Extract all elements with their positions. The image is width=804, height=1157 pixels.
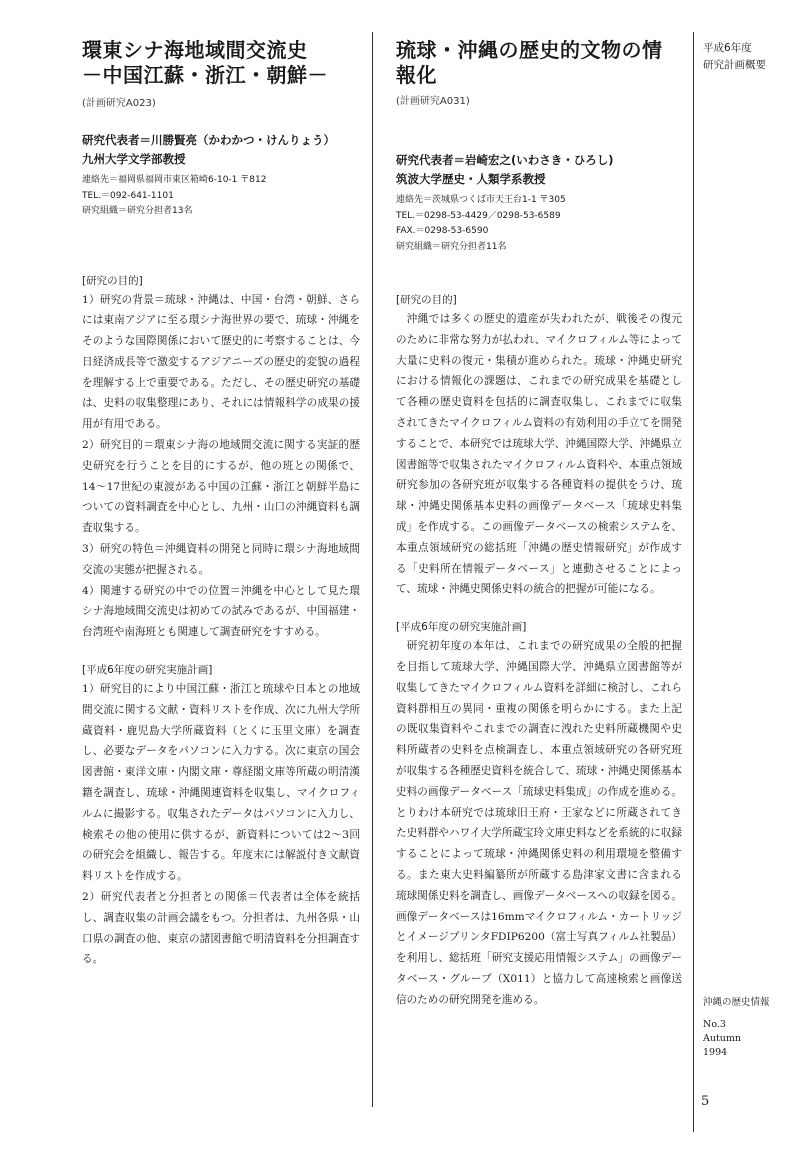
left-purpose-heading: [研究の目的] (82, 274, 143, 287)
side-label-line1: 平成6年度 (703, 42, 752, 54)
left-purpose-3: 3）研究の特色＝沖縄資料の開発と同時に環シナ海地域間交流の実態が把握される。 (82, 543, 360, 576)
left-contact: 連絡先＝福岡県福岡市東区箱崎6-10-1 〒812 (82, 175, 267, 185)
page-number-rule (693, 1092, 694, 1132)
left-title-line1: 環東シナ海地域間交流史 (82, 38, 308, 62)
left-purpose-4: 4）関連する研究の中での位置＝沖縄を中心として見た環シナ海地域間交流史は初めての試みであるが、中国福建・台湾班や南海班とも関連して調査研究をすすめる。 (82, 584, 360, 639)
right-affiliation: 筑波大学歴史・人類学系教授 (396, 172, 546, 186)
right-contact: 連絡先＝茨城県つくば市天王台1-1 〒305 (396, 195, 566, 205)
right-plan: 研究初年度の本年は、これまでの研究成果の全般的把握を目指して琉球大学、沖縄国際大学、沖縄県立図書館等が収集してきたマイクロフィルム資料を詳細に検討し、これら資料群相互の異同・重複の関係を明らかにする。また上記の既収集資料やこれまでの調査に洩れた史料所蔵機関や史料所蔵者の史料を点検調査し、本重点領域研究の各研究班が収集する各種歴史資料を統合して、琉球・沖縄史関係基本史料の画像データベース「琉球史料集成」の作成を進める。とりわけ本研究では琉球旧王府・王家などに所蔵されてきた史料群やハワイ大学所蔵宝玲文庫史料などを系統的に収録することによって琉球・沖縄関係史料の利用環境を整備する。また東大史料編纂所が所蔵する島津家文書に含まれる琉球関係史料を調査し、画像データベースへの収録を図る。画像データベースは16mmマイクロフィルム・カートリッジとイメージプリンタFDIP6200（富士写真フィルム社製品）を利用し、総括班「研究支援応用情報システム」の画像データベース・グループ（X011）と協力して高速検索と画像送信のための研究開発を進める。 (396, 640, 682, 1006)
right-representative: 研究代表者＝岩崎宏之(いわさき・ひろし) (396, 153, 614, 167)
side-label (703, 40, 766, 74)
left-title-line2: －中国江蘇・浙江・朝鮮－ (82, 63, 328, 87)
side-journal: 沖縄の歴史情報 (703, 997, 770, 1008)
left-plan-2: 2）研究代表者と分担者との関係＝代表者は全体を統括し、調査収集の計画会議をもつ。分担者は、九州各県・山口県の調査の他、東京の諸図書館で明清資料を分担調査する。 (82, 891, 360, 966)
left-title (82, 38, 360, 88)
left-contact-block (82, 173, 360, 220)
right-article (396, 38, 682, 1011)
right-contact-block (396, 193, 682, 255)
left-tel: TEL.＝092-641-1101 (82, 190, 174, 201)
right-code: (計画研究A031) (396, 96, 470, 107)
right-title: 琉球・沖縄の歴史的文物の情報化 (396, 38, 663, 87)
left-purpose-1: 1）研究の背景＝琉球・沖縄は、中国・台湾・朝鮮、さらには東南アジアに至る環シナ海世界の要で、琉球・沖縄をそのような国際関係において歴史的に考察することは、今日経済成長等で激変するアジアニーズの歴史的変貌の過程を理解する上で重要である。ただし、その歴史研究の基礎は、史料の収集整理にあり、それには情報科学の成果の援用が有用である。 (82, 293, 360, 431)
left-plan-heading: [平成6年度の研究実施計画] (82, 664, 213, 677)
right-plan-heading: [平成6年度の研究実施計画] (396, 621, 527, 634)
right-members: 研究組織＝研究分担者11名 (396, 241, 507, 252)
left-affiliation: 九州大学文学部教授 (82, 152, 186, 166)
left-representative: 研究代表者＝川勝賢亮（かわかつ・けんりょう） (82, 133, 335, 147)
side-year: 1994 (703, 1047, 728, 1058)
right-purpose-heading: [研究の目的] (396, 294, 457, 306)
side-label-line2: 研究計画概要 (703, 59, 766, 71)
right-purpose: 沖縄では多くの歴史的遺産が失われたが、戦後その復元のために非常な努力が払われ、マイクロフィルム等によって大量に史料の復元・集積が進められた。琉球・沖縄史研究における情報化の課題は、これまでの研究成果を基礎として各種の歴史資料を包括的に調査収集し、これまでに収集されてきたマイクロフィルム資料の有効利用の手立てを開発することで、本研究では琉球大学、沖縄国際大学、沖縄県立図書館等で収集されたマイクロフィルム資料や、本重点領域研究参加の各研究班が収集する各種資料の提供をうけ、琉球・沖縄史関係基本史料の画像データベース「琉球史料集成」を作成する。この画像データベースの検索システムを、本重点領域研究の総括班「沖縄の歴史情報研究」が作成する「史料所在情報データベース」と連動させることによって、琉球・沖縄史関係史料の統合的把握が可能になる。 (396, 313, 682, 596)
side-season: Autumn (703, 1033, 742, 1044)
side-issue: No.3 (703, 1019, 726, 1030)
left-plan-1: 1）研究目的により中国江蘇・浙江と琉球や日本との地域間交流に関する文献・資料リストを作成、次に九州大学所蔵資料・鹿児島大学所蔵資料（とくに玉里文庫）を調査し、必要なデータをパソコンに入力する。次に東京の国会図書館・東洋文庫・内閣文庫・尊経閣文庫等所蔵の明清漢籍を調査し、琉球・沖縄関連資料を収集し、マイクロフィルムに撮影する。収集されたデータはパソコンに入力し、検索その他の使用に供するが、新資料については2～3回の研究会を組織し、報告する。年度末には解説付き文献資料リストを作成する。 (82, 683, 360, 883)
right-fax: FAX.＝0298-53-6590 (396, 226, 489, 236)
page-number: 5 (701, 1094, 710, 1109)
column-divider-left (372, 32, 373, 1107)
left-purpose-2: 2）研究目的＝環東シナ海の地域間交流に関する実証的歴史研究を行うことを目的にするが、他の班との関係で、14～17世紀の東渡がある中国の江蘇・浙江と朝鮮半島についての資料調査を中心とし、九州・山口の沖縄資料も調査収集する。 (82, 439, 360, 535)
column-divider-right (693, 32, 694, 1107)
left-article (82, 38, 360, 970)
left-members: 研究組織＝研究分担者13名 (82, 206, 193, 216)
left-code: (計画研究A023) (82, 98, 156, 109)
side-journal-info (703, 996, 770, 1060)
right-tel: TEL.＝0298-53-4429／0298-53-6589 (396, 210, 561, 221)
